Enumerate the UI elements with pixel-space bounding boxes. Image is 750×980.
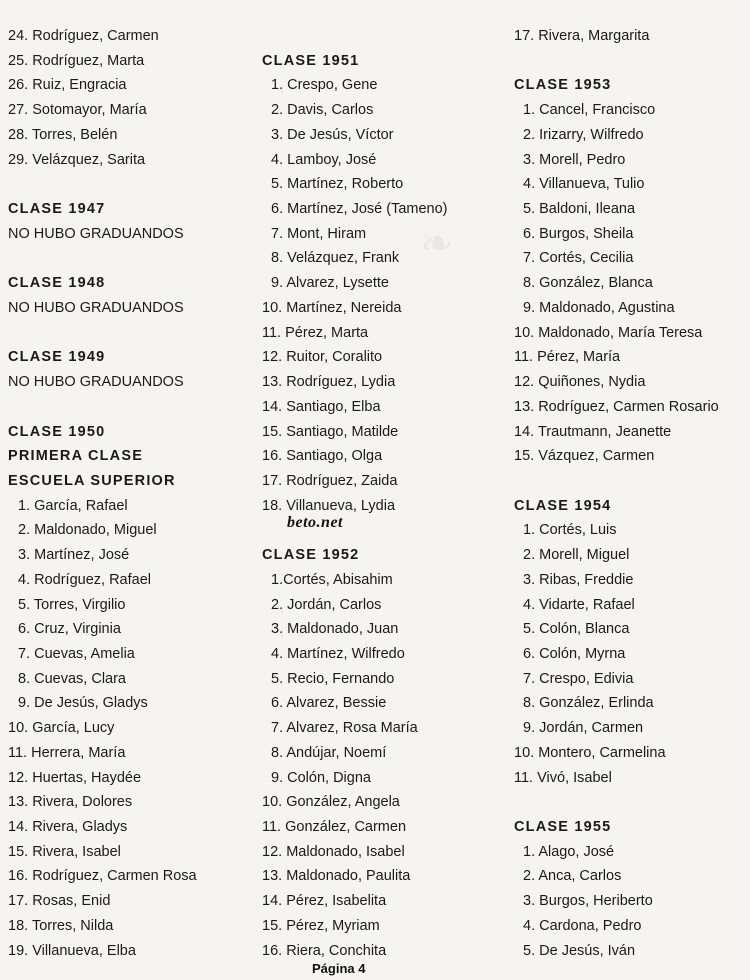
entry-number: 2.: [523, 126, 536, 143]
graduate-entry: [8, 719, 114, 737]
graduate-name: Alago, José: [538, 843, 615, 860]
entry-number: 14.: [8, 819, 29, 836]
graduate-entry: [514, 274, 653, 292]
graduate-entry: [262, 942, 386, 960]
entry-number: 4.: [523, 176, 536, 193]
entry-number: 10.: [262, 299, 283, 316]
entry-number: 29.: [8, 151, 29, 168]
entry-number: 5.: [271, 176, 284, 193]
graduate-entry: [8, 497, 128, 515]
entry-number: 15.: [8, 843, 29, 860]
graduate-name: González, Angela: [286, 794, 400, 811]
graduate-name: Colón, Myrna: [539, 646, 626, 662]
entry-number: 3.: [18, 547, 31, 564]
graduate-name: Pérez, Marta: [285, 324, 369, 341]
graduate-name: Villanueva, Elba: [32, 942, 136, 959]
graduate-name: Rodríguez, Marta: [32, 52, 145, 69]
graduate-name: Mont, Hiram: [287, 225, 367, 242]
entry-number: 14.: [262, 398, 283, 415]
graduate-entry: [262, 571, 393, 589]
graduate-name: Pérez, Myriam: [286, 917, 380, 934]
graduate-entry: [262, 76, 377, 94]
entry-number: 10.: [514, 324, 535, 341]
graduate-name: Rodríguez, Rafael: [34, 571, 151, 588]
graduate-entry: [514, 423, 671, 441]
graduate-entry: [514, 546, 629, 564]
graduate-entry: [8, 546, 129, 564]
graduate-entry: [262, 793, 400, 811]
entry-number: 1.: [271, 77, 284, 94]
entry-number: 17.: [262, 472, 283, 489]
graduate-entry: [514, 200, 635, 218]
entry-number: 14.: [262, 893, 283, 910]
graduate-name: Vivó, Isabel: [537, 769, 612, 786]
graduate-name: Rivera, Isabel: [32, 843, 121, 860]
graduate-name: Cancel, Francisco: [539, 102, 656, 119]
entry-number: 7.: [523, 250, 536, 267]
graduate-entry: [262, 348, 382, 366]
entry-number: 17.: [8, 893, 29, 910]
graduate-name: Pérez, Isabelita: [286, 893, 387, 910]
entry-number: 3.: [523, 151, 536, 168]
graduate-name: Velázquez, Frank: [287, 250, 400, 267]
entry-number: 5.: [523, 942, 536, 959]
class-heading: CLASE 1951: [262, 52, 360, 69]
entry-number: 12.: [514, 374, 535, 391]
graduate-entry: [262, 843, 405, 861]
entry-number: 19.: [8, 942, 29, 959]
graduate-entry: [8, 793, 132, 811]
class-heading: CLASE 1948: [8, 275, 106, 292]
graduate-entry: [514, 225, 633, 243]
entry-number: 3.: [523, 893, 536, 910]
entry-number: 4.: [18, 571, 31, 588]
graduate-name: Ruiz, Engracia: [32, 77, 127, 94]
entry-number: 12.: [262, 349, 283, 366]
entry-number: 13.: [262, 868, 283, 885]
class-heading: CLASE 1949: [8, 349, 106, 366]
graduate-entry: [8, 52, 144, 70]
graduate-entry: [262, 769, 371, 787]
entry-number: 9.: [271, 769, 284, 786]
graduate-entry: [514, 348, 620, 366]
graduate-entry: [514, 521, 617, 539]
graduate-entry: [514, 398, 719, 416]
graduate-name: Morell, Miguel: [539, 547, 630, 564]
graduate-name: Santiago, Matilde: [286, 423, 399, 440]
entry-number: 5.: [271, 670, 284, 687]
graduate-name: De Jesús, Víctor: [287, 126, 394, 143]
graduate-entry: [514, 769, 612, 787]
graduate-name: Davis, Carlos: [287, 102, 374, 119]
graduate-name: Alvarez, Rosa María: [286, 720, 418, 737]
graduate-name: Santiago, Elba: [286, 398, 381, 415]
graduate-entry: [262, 818, 406, 836]
graduate-entry: [262, 447, 382, 465]
entry-number: 10.: [514, 744, 535, 761]
entry-number: 4.: [523, 596, 536, 613]
entry-number: 1.: [271, 571, 284, 588]
graduate-name: Quiñones, Nydia: [538, 374, 646, 391]
graduate-entry: [8, 843, 121, 861]
graduate-entry: [262, 867, 410, 885]
no-graduates-note: NO HUBO GRADUANDOS: [8, 374, 184, 391]
graduate-name: Martínez, José: [34, 547, 130, 564]
graduate-entry: [514, 324, 702, 342]
graduate-name: González, Carmen: [285, 819, 407, 836]
entry-number: 4.: [271, 646, 284, 662]
entry-number: 15.: [262, 423, 283, 440]
entry-number: 11.: [514, 769, 534, 786]
graduate-entry: [514, 719, 643, 737]
class-heading: CLASE 1947: [8, 201, 106, 218]
graduate-name: Burgos, Sheila: [539, 225, 634, 242]
class-heading: CLASE 1954: [514, 497, 612, 514]
page-number: Página 4: [312, 961, 366, 976]
entry-number: 9.: [18, 695, 31, 712]
graduate-entry: [8, 645, 135, 663]
graduate-name: Maldonado, Isabel: [286, 843, 405, 860]
entry-number: 2.: [18, 522, 31, 539]
graduate-entry: [262, 373, 395, 391]
class-heading: CLASE 1952: [262, 547, 360, 564]
entry-number: 12.: [8, 769, 29, 786]
graduate-entry: [262, 472, 397, 490]
graduate-name: Cardona, Pedro: [539, 917, 642, 934]
class-heading: CLASE 1955: [514, 819, 612, 836]
entry-number: 6.: [523, 225, 536, 242]
entry-number: 8.: [271, 250, 284, 267]
entry-number: 7.: [18, 646, 31, 662]
graduate-name: Rodríguez, Lydia: [286, 374, 396, 391]
graduate-name: García, Rafael: [34, 497, 128, 514]
graduate-entry: [8, 76, 127, 94]
entry-number: 5.: [523, 621, 536, 638]
graduate-name: Huertas, Haydée: [32, 769, 142, 786]
graduate-name: Maldonado, Juan: [287, 621, 399, 638]
entry-number: 9.: [271, 275, 284, 292]
graduate-name: Andújar, Noemí: [286, 744, 387, 761]
graduate-entry: [262, 175, 403, 193]
class-heading: CLASE 1950: [8, 423, 106, 440]
graduate-name: Rodríguez, Carmen Rosa: [32, 868, 197, 885]
entry-number: 18.: [8, 917, 29, 934]
entry-number: 7.: [271, 225, 284, 242]
graduate-name: Ribas, Freddie: [539, 571, 634, 588]
graduate-name: Jordán, Carmen: [539, 720, 644, 737]
graduate-name: Rosas, Enid: [32, 893, 111, 910]
graduate-entry: [514, 249, 633, 267]
graduate-name: Lamboy, José: [287, 151, 377, 168]
graduate-name: Colón, Digna: [287, 769, 371, 786]
class-subheading: PRIMERA CLASE: [8, 448, 144, 465]
entry-number: 1.: [523, 102, 536, 119]
graduate-name: García, Lucy: [32, 720, 115, 737]
entry-number: 26.: [8, 77, 29, 94]
entry-number: 2.: [271, 596, 284, 613]
graduate-entry: [8, 620, 121, 638]
graduate-name: Martínez, Roberto: [287, 176, 404, 193]
graduate-entry: [262, 299, 401, 317]
graduate-entry: [514, 843, 614, 861]
graduate-entry: [8, 521, 157, 539]
entry-number: 13.: [8, 794, 29, 811]
entry-number: 1.: [523, 843, 536, 860]
entry-number: 8.: [523, 275, 536, 292]
entry-number: 13.: [262, 374, 283, 391]
entry-number: 5.: [523, 201, 536, 218]
graduate-entry: [8, 151, 145, 169]
graduate-entry: [8, 867, 197, 885]
graduate-name: Alvarez, Bessie: [286, 695, 387, 712]
graduate-name: Vidarte, Rafael: [539, 596, 635, 613]
graduate-name: Rodríguez, Carmen: [32, 28, 159, 44]
entry-number: 5.: [18, 596, 31, 613]
graduate-entry: [262, 126, 394, 144]
graduate-name: Montero, Carmelina: [538, 744, 666, 761]
graduate-name: Cortés, Luis: [539, 522, 617, 539]
graduate-entry: [8, 744, 125, 762]
graduate-entry: [8, 27, 159, 45]
entry-number: 16.: [8, 868, 29, 885]
graduate-name: Rodríguez, Zaida: [286, 472, 398, 489]
graduate-name: Morell, Pedro: [539, 151, 626, 168]
graduate-entry: [262, 596, 381, 614]
graduate-entry: [514, 670, 633, 688]
graduate-entry: [514, 27, 649, 45]
graduate-entry: [514, 175, 644, 193]
graduate-entry: [262, 719, 418, 737]
graduate-name: Ruitor, Coralito: [286, 349, 383, 366]
graduate-entry: [262, 892, 386, 910]
graduate-name: Baldoni, Ileana: [539, 201, 636, 218]
entry-number: 2.: [523, 868, 536, 885]
graduate-name: Cuevas, Clara: [34, 670, 126, 687]
graduate-name: Irizarry, Wilfredo: [539, 126, 644, 143]
graduate-name: Crespo, Edivia: [539, 670, 634, 687]
entry-number: 15.: [262, 917, 283, 934]
graduate-entry: [514, 694, 654, 712]
graduate-name: De Jesús, Iván: [539, 942, 636, 959]
graduate-name: Recio, Fernando: [287, 670, 395, 687]
graduate-entry: [8, 769, 141, 787]
graduate-entry: [8, 101, 147, 119]
entry-number: 3.: [271, 126, 284, 143]
entry-number: 1.: [523, 522, 536, 539]
graduate-entry: [8, 670, 126, 688]
graduate-name: Martínez, Wilfredo: [287, 646, 405, 662]
graduate-entry: [262, 151, 376, 169]
entry-number: 6.: [271, 695, 284, 712]
graduate-entry: [514, 447, 654, 465]
graduate-name: Herrera, María: [31, 744, 126, 761]
graduate-entry: [262, 398, 381, 416]
graduate-entry: [262, 225, 366, 243]
entry-number: 2.: [523, 547, 536, 564]
graduate-entry: [514, 744, 666, 762]
entry-number: 4.: [523, 917, 536, 934]
watermark: beto.net: [287, 514, 343, 531]
class-subheading: ESCUELA SUPERIOR: [8, 472, 176, 489]
entry-number: 6.: [18, 621, 31, 638]
graduate-name: Sotomayor, María: [32, 102, 147, 119]
faint-background-stamp: ❧: [420, 221, 454, 266]
entry-number: 16.: [262, 448, 283, 465]
entry-number: 24.: [8, 28, 29, 44]
graduate-name: Torres, Nilda: [31, 917, 114, 934]
entry-number: 7.: [523, 670, 536, 687]
graduate-entry: [8, 818, 127, 836]
graduate-name: Trautmann, Jeanette: [537, 423, 672, 440]
graduate-entry: [514, 620, 629, 638]
graduate-entry: [8, 571, 151, 589]
entry-number: 14.: [514, 423, 535, 440]
graduate-entry: [262, 101, 373, 119]
graduate-name: Cortés, Abisahim: [283, 571, 393, 588]
graduate-entry: [8, 942, 136, 960]
entry-number: 17.: [514, 28, 535, 44]
entry-number: 11.: [8, 744, 28, 761]
graduate-name: Jordán, Carlos: [287, 596, 382, 613]
graduate-entry: [514, 151, 625, 169]
entry-number: 18.: [262, 497, 283, 514]
graduate-entry: [514, 571, 633, 589]
entry-number: 6.: [523, 646, 536, 662]
graduate-entry: [514, 299, 675, 317]
graduate-name: Cruz, Virginia: [34, 621, 121, 638]
graduate-entry: [262, 645, 405, 663]
entry-number: 3.: [271, 621, 284, 638]
graduate-name: Maldonado, Miguel: [34, 522, 157, 539]
graduate-name: Torres, Virgilio: [33, 596, 126, 613]
graduate-name: Velázquez, Sarita: [32, 151, 146, 168]
entry-number: 11.: [514, 349, 534, 366]
no-graduates-note: NO HUBO GRADUANDOS: [8, 225, 184, 242]
graduate-name: Martínez, Nereida: [286, 299, 402, 316]
graduate-name: Rivera, Gladys: [32, 819, 128, 836]
class-heading: CLASE 1953: [514, 77, 612, 94]
graduate-entry: [514, 867, 621, 885]
graduate-entry: [514, 917, 642, 935]
entry-number: 13.: [514, 398, 535, 415]
entry-number: 16.: [262, 942, 283, 959]
graduate-entry: [514, 101, 655, 119]
entry-number: 6.: [271, 201, 284, 218]
entry-number: 1.: [18, 497, 31, 514]
graduate-entry: [262, 917, 380, 935]
graduate-entry: [262, 670, 394, 688]
graduate-name: Colón, Blanca: [539, 621, 630, 638]
graduate-name: Alvarez, Lysette: [286, 275, 389, 292]
graduate-name: Martínez, José (Tameno): [287, 201, 448, 218]
graduate-name: Cuevas, Amelia: [34, 646, 135, 662]
graduate-entry: [262, 694, 386, 712]
entry-number: 10.: [8, 720, 29, 737]
graduate-name: Riera, Conchita: [286, 942, 387, 959]
graduate-name: Cortés, Cecilia: [539, 250, 634, 267]
graduate-name: Rodríguez, Carmen Rosario: [538, 398, 719, 415]
graduate-entry: [262, 497, 395, 515]
graduate-name: Crespo, Gene: [287, 77, 378, 94]
graduate-entry: [262, 274, 389, 292]
graduate-name: Rivera, Dolores: [32, 794, 133, 811]
graduate-name: Torres, Belén: [31, 126, 118, 143]
entry-number: 2.: [271, 102, 284, 119]
graduate-entry: [262, 744, 386, 762]
graduate-entry: [8, 694, 148, 712]
graduate-entry: [514, 126, 644, 144]
graduate-entry: [262, 423, 398, 441]
graduate-entry: [8, 892, 110, 910]
graduate-entry: [514, 942, 635, 960]
graduate-name: Pérez, María: [537, 349, 621, 366]
entry-number: 3.: [523, 571, 536, 588]
entry-number: 10.: [262, 794, 283, 811]
entry-number: 15.: [514, 448, 535, 465]
graduate-entry: [8, 596, 125, 614]
graduate-name: González, Erlinda: [539, 695, 654, 712]
entry-number: 27.: [8, 102, 29, 119]
entry-number: 9.: [523, 299, 536, 316]
graduate-entry: [514, 373, 645, 391]
graduate-entry: [262, 249, 399, 267]
entry-number: 11.: [262, 324, 282, 341]
graduate-name: Maldonado, Paulita: [286, 868, 411, 885]
graduate-entry: [514, 596, 635, 614]
graduate-name: De Jesús, Gladys: [34, 695, 148, 712]
no-graduates-note: NO HUBO GRADUANDOS: [8, 299, 184, 316]
entry-number: 8.: [271, 744, 284, 761]
graduate-name: Maldonado, María Teresa: [538, 324, 703, 341]
graduate-entry: [514, 892, 653, 910]
graduate-entry: [262, 200, 448, 218]
entry-number: 9.: [523, 720, 536, 737]
entry-number: 12.: [262, 843, 283, 860]
graduate-name: Villanueva, Tulio: [539, 176, 645, 193]
graduate-entry: [514, 645, 625, 663]
graduate-name: González, Blanca: [539, 275, 653, 292]
graduate-name: Burgos, Heriberto: [539, 893, 653, 910]
graduate-name: Anca, Carlos: [538, 868, 622, 885]
graduate-name: Maldonado, Agustina: [539, 299, 675, 316]
graduate-name: Santiago, Olga: [286, 448, 383, 465]
graduate-entry: [8, 917, 113, 935]
entry-number: 4.: [271, 151, 284, 168]
graduate-entry: [262, 324, 368, 342]
entry-number: 8.: [18, 670, 31, 687]
graduate-entry: [262, 620, 398, 638]
graduate-name: Villanueva, Lydia: [286, 497, 396, 514]
graduate-name: Vázquez, Carmen: [538, 448, 655, 465]
graduate-name: Rivera, Margarita: [538, 28, 650, 44]
entry-number: 25.: [8, 52, 29, 69]
entry-number: 8.: [523, 695, 536, 712]
entry-number: 28.: [8, 126, 29, 143]
entry-number: 7.: [271, 720, 284, 737]
entry-number: 11.: [262, 819, 282, 836]
graduate-entry: [8, 126, 117, 144]
